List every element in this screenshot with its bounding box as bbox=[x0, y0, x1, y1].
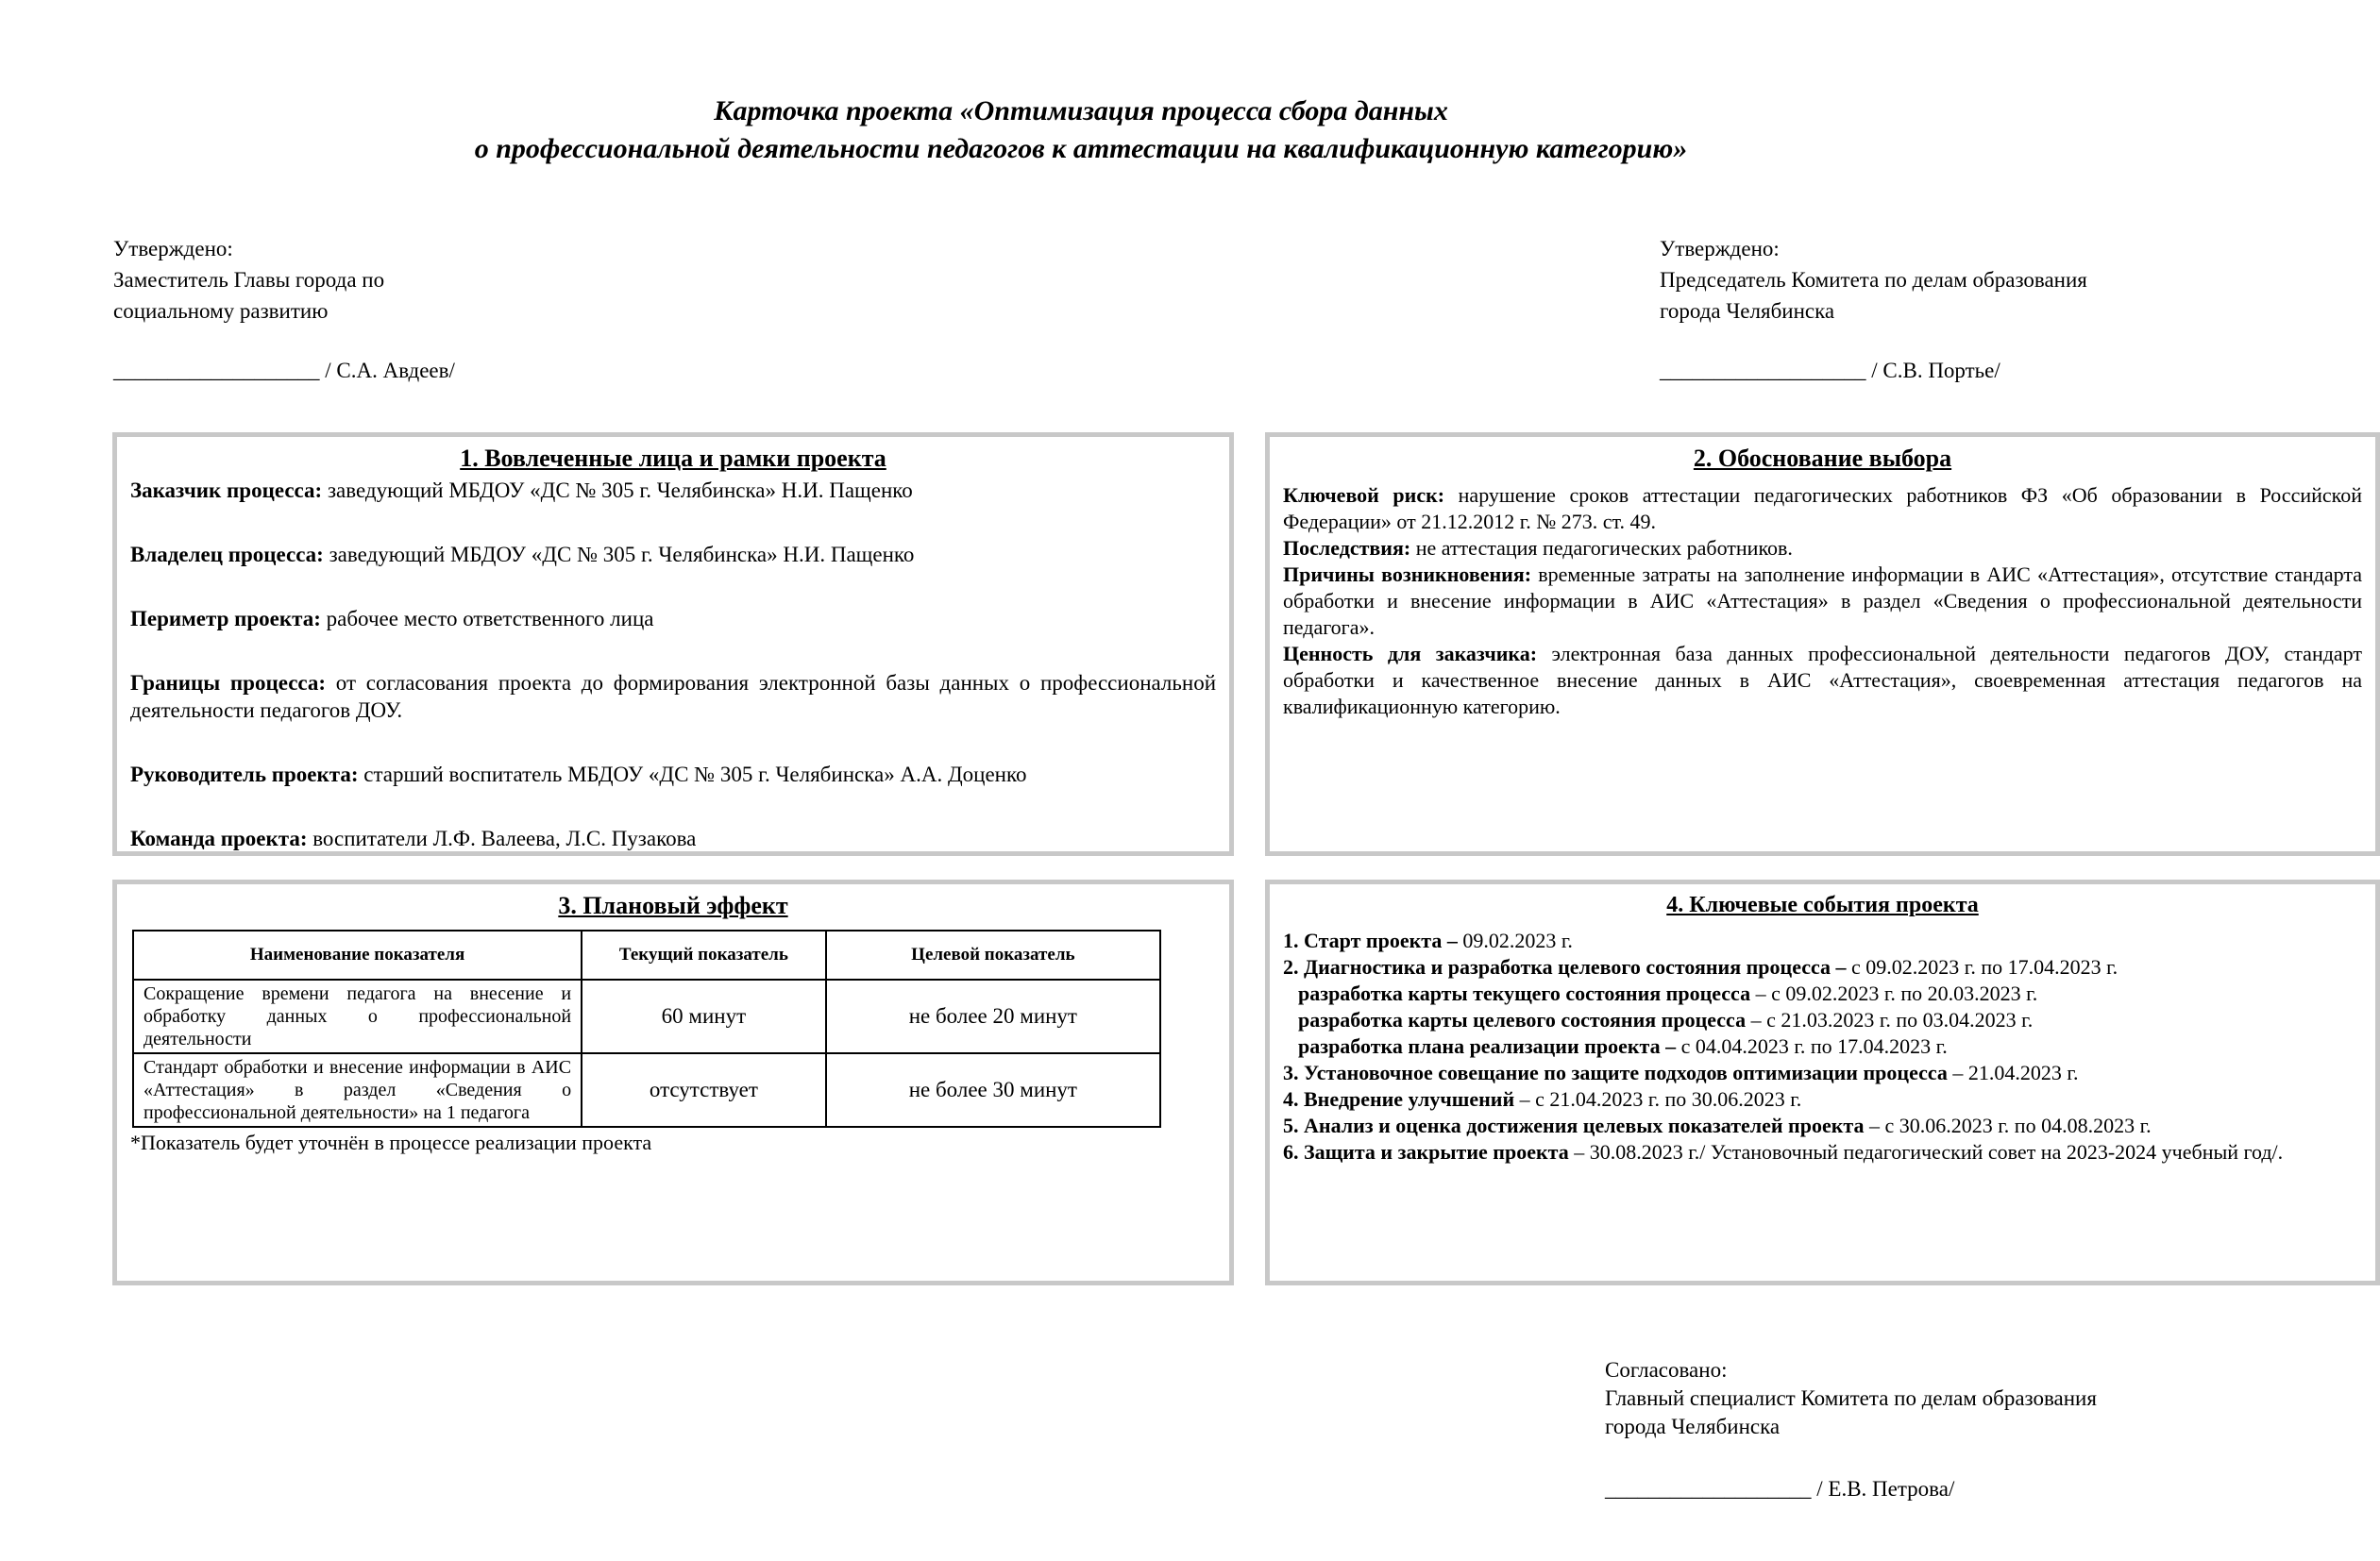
agreed-label: Согласовано: bbox=[1605, 1358, 1728, 1382]
table-cell: отсутствует bbox=[582, 1053, 826, 1127]
event-item: 3. Установочное совещание по защите подходов оптимизации процесса – 21.04.2023 г. bbox=[1283, 1061, 2079, 1084]
approval-left-position-line-1: Заместитель Главы города по bbox=[113, 268, 385, 292]
section-key-events bbox=[1265, 880, 2380, 1285]
approval-left-position-line-2: социальному развитию bbox=[113, 299, 329, 323]
document-title bbox=[0, 92, 2162, 168]
event-subitem: разработка плана реализации проекта – с 04.04.2023 г. по 17.04.2023 г. bbox=[1298, 1034, 1948, 1058]
section-1-item: Границы процесса: от согласования проекта до формирования электронной базы данных о профессиональной деятельности педагогов ДОУ. bbox=[130, 671, 1216, 722]
document-title-line-2: о профессиональной деятельности педагогов к аттестации на квалификационную категорию» bbox=[474, 133, 1688, 164]
event-subitem: разработка карты текущего состояния процесса – с 09.02.2023 г. по 20.03.2023 г. bbox=[1298, 982, 2038, 1005]
agreed-position-line-2: города Челябинска bbox=[1605, 1415, 1781, 1438]
approval-right-label: Утверждено: bbox=[1660, 237, 1780, 260]
section-2-title: 2. Обоснование выбора bbox=[1693, 445, 1952, 472]
section-2-item: Причины возникновения: временные затраты на заполнение информации в АИС «Аттестация», отсутствие стандарта обработки и внесение информации в АИС «Аттестация» в раздел «Сведения о профессиональной деятельности педагога». bbox=[1283, 562, 2362, 639]
section-justification bbox=[1265, 432, 2380, 856]
table-header-cell: Целевой показатель bbox=[826, 931, 1160, 980]
approval-right-position-line-1: Председатель Комитета по делам образования bbox=[1660, 268, 2087, 292]
approval-left-label: Утверждено: bbox=[113, 237, 233, 260]
table-cell: 60 минут bbox=[582, 980, 826, 1053]
section-planned-effect bbox=[112, 880, 1234, 1285]
agreed-position-line-1: Главный специалист Комитета по делам образования bbox=[1605, 1386, 2097, 1410]
table-cell: не более 30 минут bbox=[826, 1053, 1160, 1127]
table-cell: Стандарт обработки и внесение информации в АИС «Аттестация» в раздел «Сведения о профессиональной деятельности» на 1 педагога bbox=[133, 1053, 582, 1127]
approval-right-block bbox=[1660, 233, 2087, 386]
agreed-signature: ___________________ / Е.В. Петрова/ bbox=[1605, 1477, 1955, 1501]
approval-left-signature: ___________________ / С.А. Авдеев/ bbox=[113, 359, 455, 382]
section-4-title: 4. Ключевые события проекта bbox=[1666, 893, 1979, 917]
effect-table bbox=[132, 930, 1161, 1128]
approval-right-position-line-2: города Челябинска bbox=[1660, 299, 1835, 323]
section-2-item: Ценность для заказчика: электронная база данных профессиональной деятельности педагогов ДОУ, стандарт обработки и качественное внесение данных в АИС «Аттестация», своевременная аттестация педагогов на квалификационную категорию. bbox=[1283, 642, 2362, 718]
section-1-item: Заказчик процесса: заведующий МБДОУ «ДС № 305 г. Челябинска» Н.И. Пащенко bbox=[130, 478, 913, 502]
event-item: 5. Анализ и оценка достижения целевых показателей проекта – с 30.06.2023 г. по 04.08.2023 г. bbox=[1283, 1114, 2152, 1137]
table-row bbox=[133, 1053, 1160, 1127]
table-header-row bbox=[133, 931, 1160, 980]
approval-left-block bbox=[113, 233, 455, 386]
section-1-item: Команда проекта: воспитатели Л.Ф. Валеева, Л.С. Пузакова bbox=[130, 827, 697, 850]
section-1-item: Периметр проекта: рабочее место ответственного лица bbox=[130, 607, 654, 630]
section-2-item: Ключевой риск: нарушение сроков аттестации педагогических работников ФЗ «Об образовании в Российской Федерации» от 21.12.2012 г. № 273. ст. 49. bbox=[1283, 483, 2362, 533]
section-1-item: Владелец процесса: заведующий МБДОУ «ДС № 305 г. Челябинска» Н.И. Пащенко bbox=[130, 543, 915, 566]
section-3-title: 3. Плановый эффект bbox=[558, 892, 788, 919]
table-footnote: *Показатель будет уточнён в процессе реализации проекта bbox=[130, 1131, 652, 1154]
event-item: 4. Внедрение улучшений – с 21.04.2023 г. по 30.06.2023 г. bbox=[1283, 1087, 1802, 1111]
event-item: 6. Защита и закрытие проекта – 30.08.2023 г./ Установочный педагогический совет на 2023-2024 учебный год/. bbox=[1283, 1140, 2284, 1164]
approval-right-signature: ___________________ / С.В. Портье/ bbox=[1660, 359, 2000, 382]
document-title-line-1: Карточка проекта «Оптимизация процесса сбора данных bbox=[714, 95, 1448, 126]
table-cell: не более 20 минут bbox=[826, 980, 1160, 1053]
agreed-block bbox=[1605, 1356, 2097, 1503]
section-1-title: 1. Вовлеченные лица и рамки проекта bbox=[460, 445, 886, 472]
table-header-cell: Текущий показатель bbox=[582, 931, 826, 980]
section-1-item: Руководитель проекта: старший воспитатель МБДОУ «ДС № 305 г. Челябинска» А.А. Доценко bbox=[130, 763, 1027, 786]
table-header-cell: Наименование показателя bbox=[133, 931, 582, 980]
event-item: 1. Старт проекта – 09.02.2023 г. bbox=[1283, 929, 1573, 952]
section-2-item: Последствия: не аттестация педагогических работников. bbox=[1283, 536, 1793, 560]
table-row bbox=[133, 980, 1160, 1053]
event-subitem: разработка карты целевого состояния процесса – с 21.03.2023 г. по 03.04.2023 г. bbox=[1298, 1008, 2034, 1032]
section-involved-parties bbox=[112, 432, 1234, 856]
event-item: 2. Диагностика и разработка целевого состояния процесса – с 09.02.2023 г. по 17.04.2023 г. bbox=[1283, 955, 2118, 979]
table-cell: Сокращение времени педагога на внесение и обработку данных о профессиональной деятельности bbox=[133, 980, 582, 1053]
